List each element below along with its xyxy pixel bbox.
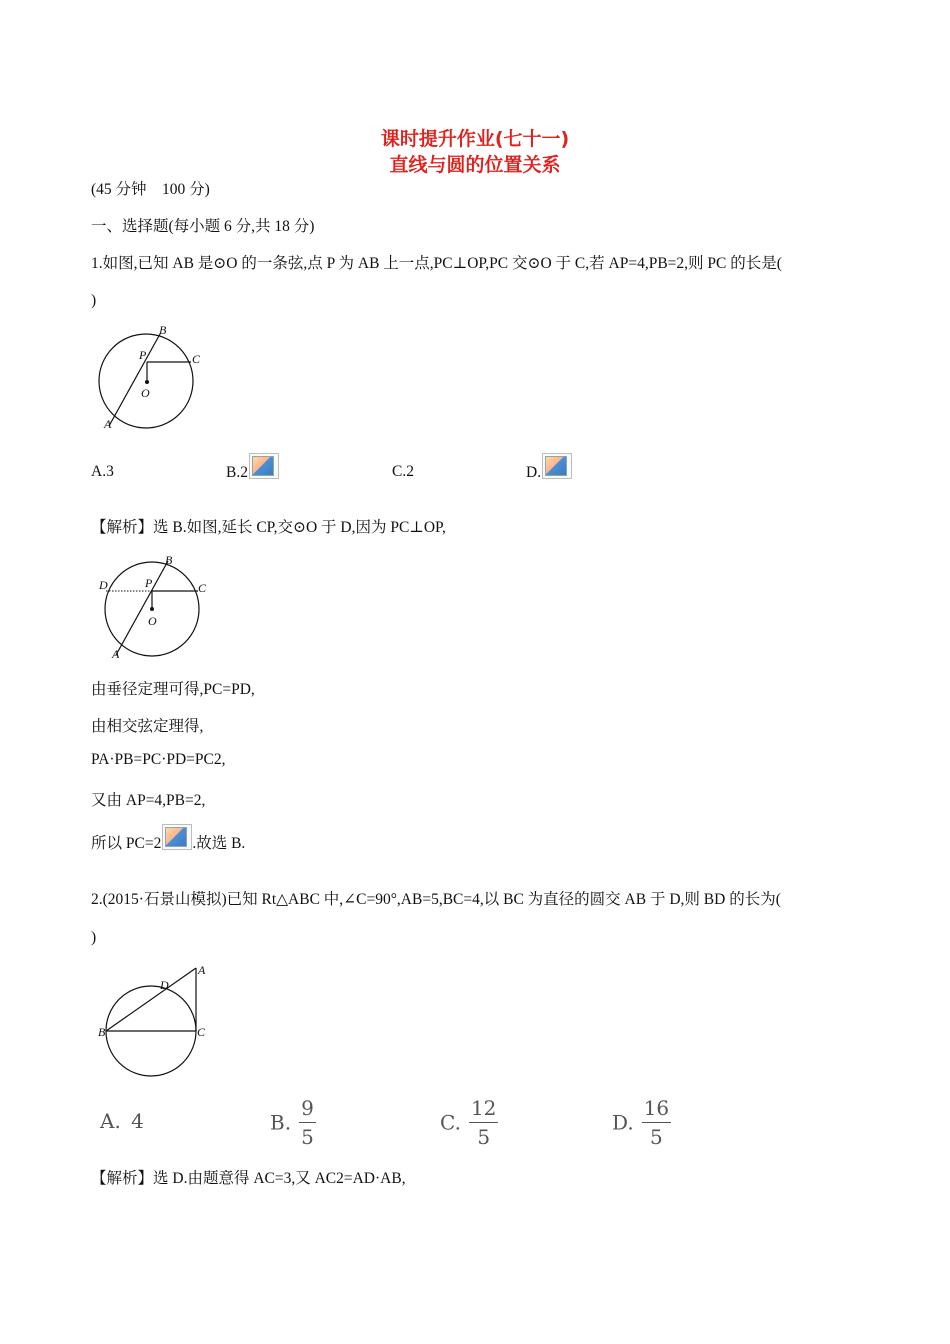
q1-option-b-label: B.2 [226, 464, 248, 481]
q2-option-b-fraction [299, 1096, 316, 1149]
q2-option-d-denominator: 5 [650, 1125, 663, 1149]
time-score: (45 分钟 100 分) [91, 181, 210, 198]
q2-option-c-label: C. [440, 1110, 461, 1135]
q2-option-d-label: D. [612, 1110, 634, 1135]
q1b-label-d: D [99, 578, 108, 592]
q1-step-3: PA·PB=PC·PD=PC2, [91, 751, 226, 768]
section-heading: 一、选择题(每小题 6 分,共 18 分) [91, 218, 315, 235]
q2-option-b-denominator: 5 [301, 1125, 314, 1149]
image-placeholder-icon [162, 824, 192, 850]
q1-option-c[interactable]: C.2 [392, 463, 414, 480]
q2-option-b-numerator: 9 [299, 1096, 316, 1123]
q1-option-d-label: D. [526, 464, 542, 481]
q1-analysis-figure [94, 551, 219, 663]
q2-label-a: A [198, 963, 206, 977]
doc-title-line1: 课时提升作业(七十一) [380, 128, 570, 150]
image-placeholder-icon [249, 453, 279, 479]
q1-step-4: 又由 AP=4,PB=2, [91, 792, 206, 809]
q1-option-d[interactable] [526, 453, 572, 482]
q1-stem-line1: 1.如图,已知 AB 是⊙O 的一条弦,点 P 为 AB 上一点,PC⊥OP,PC 交⊙O 于 C,若 AP=4,PB=2,则 PC 的长是( [91, 255, 782, 272]
q2-option-c-numerator: 12 [469, 1096, 498, 1123]
q1b-label-c: C [198, 581, 207, 595]
q2-option-c-fraction [469, 1096, 498, 1149]
q1-center-dot [145, 380, 149, 384]
q1b-label-a: A [112, 647, 120, 661]
q1-option-a[interactable]: A.3 [91, 463, 114, 480]
q2-option-b[interactable] [270, 1096, 316, 1149]
q2-option-a-value: 4 [131, 1109, 144, 1133]
q2-option-c-denominator: 5 [477, 1125, 491, 1149]
q1-label-b: B [159, 323, 167, 337]
q1b-label-b: B [165, 553, 173, 567]
q1b-center-dot [150, 607, 154, 611]
q1-figure [90, 322, 230, 437]
q1b-label-o: O [148, 614, 157, 628]
q2-option-d-numerator: 16 [642, 1096, 671, 1123]
q1-label-a: A [104, 417, 112, 431]
q1-stem-line2: ) [91, 292, 97, 309]
q2-option-b-label: B. [270, 1110, 292, 1135]
q1-chord-ab [109, 334, 160, 426]
q2-analysis: 【解析】选 D.由题意得 AC=3,又 AC2=AD·AB, [91, 1170, 406, 1187]
image-placeholder-icon [542, 453, 572, 479]
q2-option-d[interactable] [612, 1096, 671, 1149]
q1-step-1: 由垂径定理可得,PC=PD, [91, 681, 255, 698]
q1-option-b[interactable] [226, 453, 279, 482]
q1-conclusion-post: .故选 B. [192, 835, 246, 852]
q1-conclusion-pre: 所以 PC=2 [91, 835, 162, 852]
q2-option-a[interactable] [100, 1109, 144, 1133]
q2-option-a-label: A. [100, 1109, 121, 1133]
q1-label-p: P [139, 348, 147, 362]
q1-analysis: 【解析】选 B.如图,延长 CP,交⊙O 于 D,因为 PC⊥OP, [91, 519, 446, 536]
q1b-chord-ab [116, 561, 168, 655]
q1-label-c: C [192, 352, 201, 366]
q2-label-d: D [160, 978, 169, 992]
q2-option-d-fraction [642, 1096, 671, 1149]
q2-stem-line2: ) [91, 929, 97, 946]
q1b-label-p: P [145, 576, 153, 590]
q2-label-c: C [197, 1025, 206, 1039]
doc-title-line2: 直线与圆的位置关系 [389, 154, 561, 176]
q2-option-c[interactable] [440, 1096, 498, 1149]
q1-step-2: 由相交弦定理得, [91, 718, 204, 735]
q2-figure [94, 960, 219, 1080]
q1-label-o: O [141, 386, 150, 400]
q1-conclusion [91, 824, 245, 853]
q2-label-b: B [98, 1025, 106, 1039]
q2-stem-line1: 2.(2015·石景山模拟)已知 Rt△ABC 中,∠C=90°,AB=5,BC=4,以 BC 为直径的圆交 AB 于 D,则 BD 的长为( [91, 891, 781, 908]
